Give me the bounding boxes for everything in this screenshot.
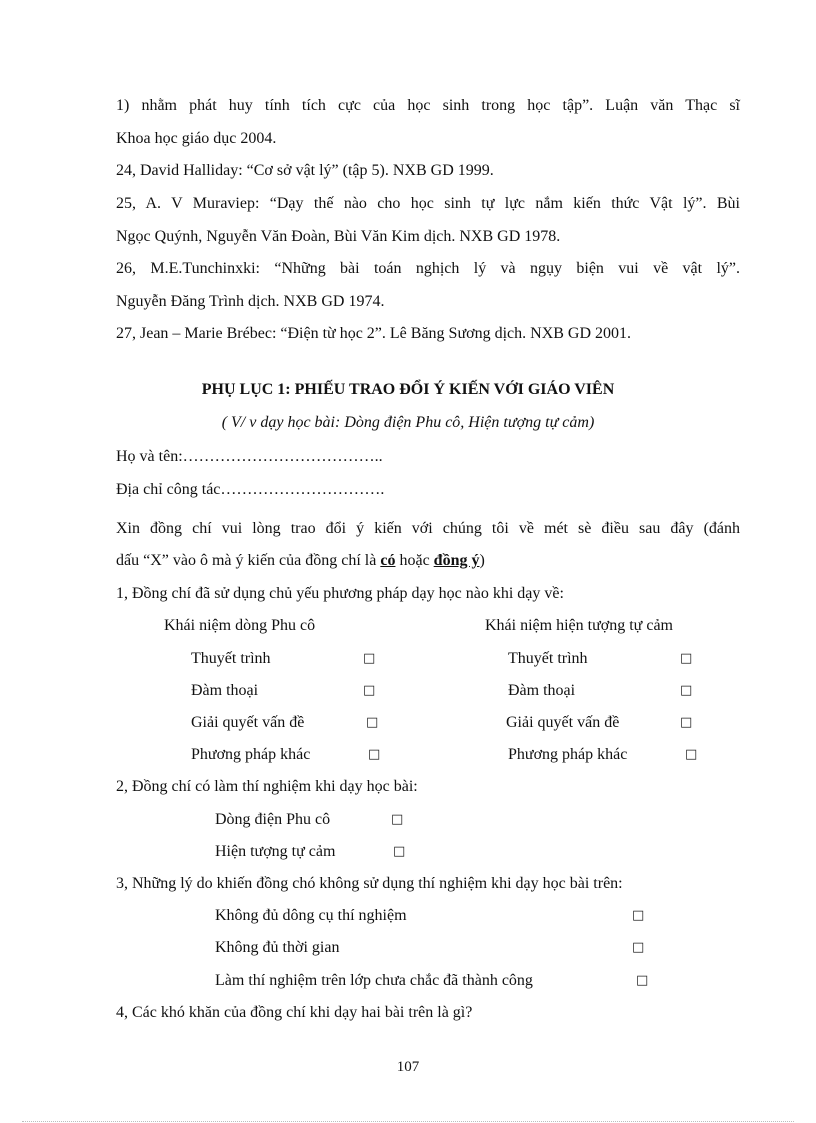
reference-25-end: Ngọc Quýnh, Nguyễn Văn Đoàn, Bùi Văn Kim dịch. NXB GD 1978. xyxy=(116,228,561,245)
question-4: 4, Các khó khăn của đồng chí khi dạy hai bài trên là gì? xyxy=(116,1004,473,1021)
q1-right-option: Giải quyết vấn đề xyxy=(506,714,620,731)
question-1: 1, Đồng chí đã sử dụng chủ yếu phương pháp dạy học nào khi dạy về: xyxy=(116,585,564,602)
q3-option: Làm thí nghiệm trên lớp chưa chắc đã thành công xyxy=(215,972,533,989)
reference-23-continued: 1) nhằm phát huy tính tích cực của học sinh trong học tập”. Luận văn Thạc sĩ xyxy=(116,97,740,114)
q1-left-heading: Khái niệm dòng Phu cô xyxy=(164,617,316,634)
q1-left-option: Phương pháp khác xyxy=(191,746,311,763)
appendix-title: PHỤ LỤC 1: PHIẾU TRAO ĐỔI Ý KIẾN VỚI GIÁO VIÊN xyxy=(201,381,615,398)
footer-divider xyxy=(22,1121,794,1122)
reference-26-end: Nguyễn Đăng Trình dịch. NXB GD 1974. xyxy=(116,293,385,310)
q1-left-checkbox-3[interactable]: □ xyxy=(366,715,379,730)
q1-left-option: Giải quyết vấn đề xyxy=(191,714,305,731)
q1-right-option: Phương pháp khác xyxy=(508,746,628,763)
q2-checkbox-2[interactable]: □ xyxy=(393,844,406,859)
intro-emphasis-dong-y: đồng ý xyxy=(433,552,480,569)
page-number: 107 xyxy=(396,1059,420,1075)
intro-text-close: ) xyxy=(479,552,485,569)
reference-24: 24, David Halliday: “Cơ sở vật lý” (tập 5). NXB GD 1999. xyxy=(116,162,494,179)
q1-right-option: Thuyết trình xyxy=(508,650,588,667)
reference-27: 27, Jean – Marie Brébec: “Điện từ học 2”. Lê Băng Sương dịch. NXB GD 2001. xyxy=(116,325,632,342)
intro-paragraph: Xin đồng chí vui lòng trao đổi ý kiến với chúng tôi về mét sè điều sau đây (đánh xyxy=(116,520,740,537)
q2-option: Hiện tượng tự cảm xyxy=(215,843,336,860)
intro-text: dấu “X” vào ô mà ý kiến của đồng chí là xyxy=(116,552,381,569)
q1-right-option: Đàm thoại xyxy=(508,682,576,699)
q3-option: Không đủ thời gian xyxy=(215,939,340,956)
q1-left-option: Thuyết trình xyxy=(191,650,271,667)
q1-right-checkbox-4[interactable]: □ xyxy=(685,747,698,762)
q1-left-checkbox-1[interactable]: □ xyxy=(363,651,376,666)
intro-text-mid: hoặc xyxy=(395,552,434,569)
q1-right-checkbox-1[interactable]: □ xyxy=(680,651,693,666)
q3-checkbox-1[interactable]: □ xyxy=(632,908,645,923)
q1-right-heading: Khái niệm hiện tượng tự cảm xyxy=(485,617,673,634)
q3-checkbox-2[interactable]: □ xyxy=(632,940,645,955)
q1-right-checkbox-2[interactable]: □ xyxy=(680,683,693,698)
q1-left-option: Đàm thoại xyxy=(191,682,259,699)
q1-right-checkbox-3[interactable]: □ xyxy=(680,715,693,730)
name-field: Họ và tên:……………………………….. xyxy=(116,448,383,465)
reference-23-end: Khoa học giáo dục 2004. xyxy=(116,130,277,147)
intro-emphasis-co: có xyxy=(380,552,396,569)
reference-25: 25, A. V Muraviep: “Dạy thế nào cho học sinh tự lực nắm kiến thức Vật lý”. Bùi xyxy=(116,195,740,212)
q3-checkbox-3[interactable]: □ xyxy=(636,973,649,988)
intro-paragraph-end xyxy=(116,551,485,571)
reference-26: 26, M.E.Tunchinxki: “Những bài toán nghịch lý và ngụy biện vui về vật lý”. xyxy=(116,260,740,277)
q2-option: Dòng điện Phu cô xyxy=(215,811,331,828)
address-field: Địa chỉ công tác…………………………. xyxy=(116,481,385,498)
q3-option: Không đủ dông cụ thí nghiệm xyxy=(215,907,407,924)
q1-left-checkbox-4[interactable]: □ xyxy=(368,747,381,762)
question-3: 3, Những lý do khiến đồng chó không sử dụng thí nghiệm khi dạy học bài trên: xyxy=(116,875,623,892)
appendix-subtitle: ( V/ v dạy học bài: Dòng điện Phu cô, Hiện tượng tự cảm) xyxy=(221,414,595,431)
q2-checkbox-1[interactable]: □ xyxy=(391,812,404,827)
q1-left-checkbox-2[interactable]: □ xyxy=(363,683,376,698)
question-2: 2, Đồng chí có làm thí nghiệm khi dạy học bài: xyxy=(116,778,418,795)
